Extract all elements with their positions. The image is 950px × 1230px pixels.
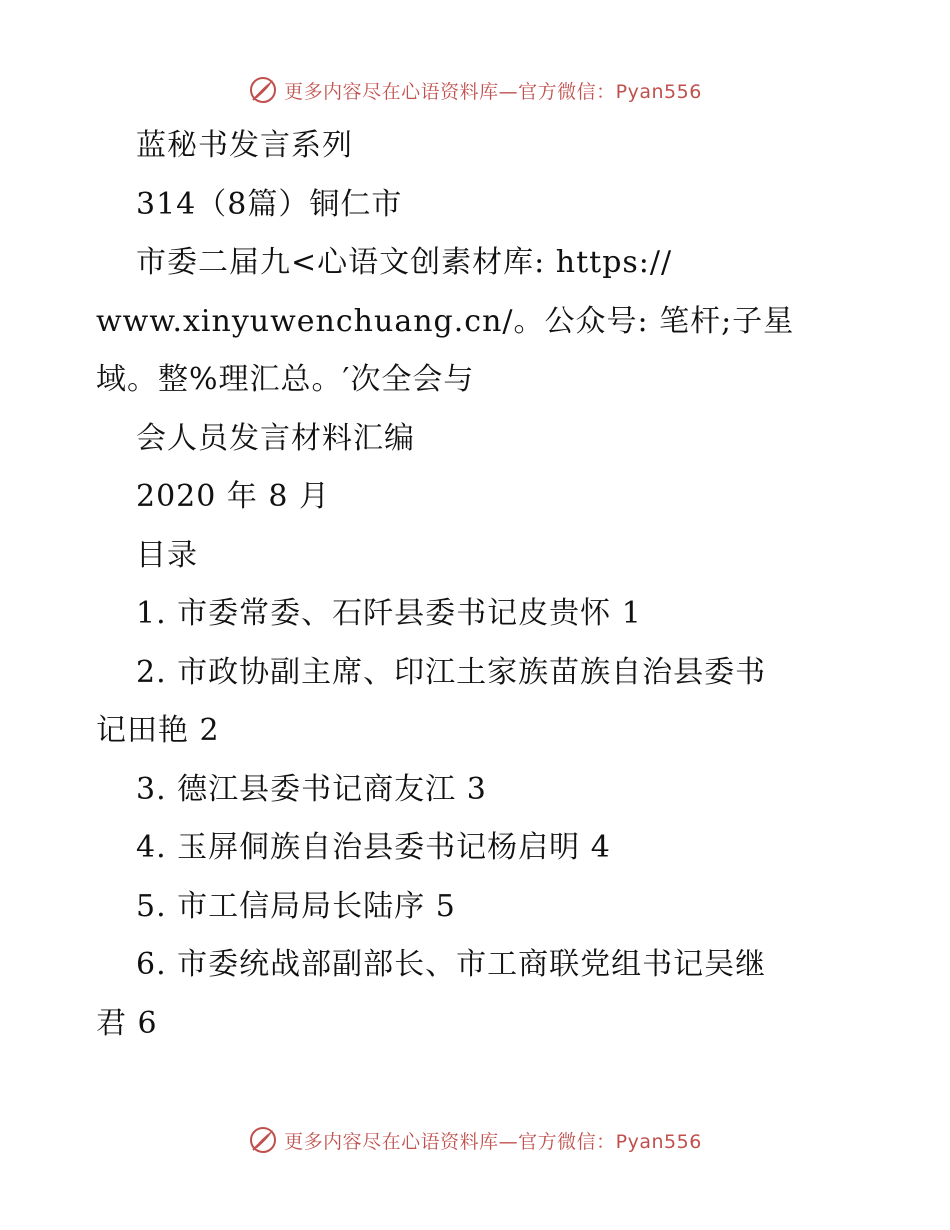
toc-item-5: 5. 市工信局局长陆序 5 — [136, 888, 456, 924]
toc-item-3: 3. 德江县委书记商友江 3 — [136, 771, 487, 807]
toc-item-2: 2. 市政协副主席、印江土家族苗族自治县委书 — [136, 654, 767, 690]
subtitle-line-3: 域。整%理汇总。′次全会与 — [96, 362, 475, 397]
document-body — [96, 117, 856, 1053]
subtitle-line-2: www.xinyuwenchuang.cn/。公众号: 笔杆;子星 — [96, 303, 795, 339]
quill-pen-logo-icon — [248, 75, 278, 105]
issue-line: 314（8篇）铜仁市 — [136, 186, 403, 222]
footer-watermark — [0, 1120, 950, 1160]
toc-item-6: 6. 市委统战部副部长、市工商联党组书记吴继 — [136, 947, 767, 982]
toc-heading: 目录 — [136, 537, 198, 573]
toc-item-6-continuation: 君 6 — [96, 1005, 158, 1041]
toc-item-1: 1. 市委常委、石阡县委书记皮贵怀 1 — [136, 596, 642, 631]
watermark-text: 更多内容尽在心语资料库—官方微信：Pyan556 — [284, 1130, 702, 1153]
subtitle-line-4: 会人员发言材料汇编 — [136, 420, 415, 456]
watermark-text: 更多内容尽在心语资料库—官方微信：Pyan556 — [284, 80, 702, 103]
header-watermark — [0, 70, 950, 110]
toc-item-2-continuation: 记田艳 2 — [96, 713, 220, 748]
document-title: 蓝秘书发言系列 — [136, 128, 353, 163]
document-date: 2020 年 8 月 — [136, 479, 331, 514]
subtitle-line-1: 市委二届九<心语文创素材库: https:// — [136, 245, 673, 280]
toc-item-4: 4. 玉屏侗族自治县委书记杨启明 4 — [136, 830, 611, 865]
quill-pen-logo-icon — [248, 1125, 278, 1155]
